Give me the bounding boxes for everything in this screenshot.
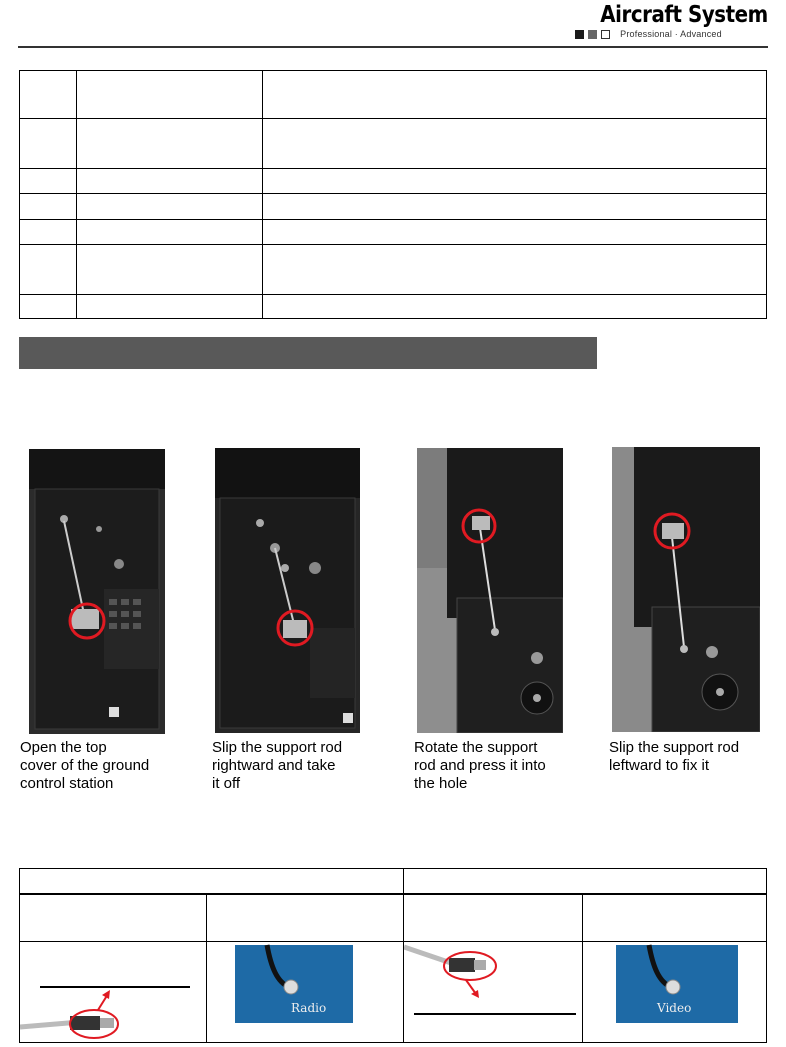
brand-logo	[573, 2, 768, 39]
section-heading-bar	[19, 337, 597, 369]
photo-open-cover	[29, 449, 165, 734]
header-divider	[18, 46, 768, 48]
photo-caption: Slip the support rod leftward to fix it	[609, 739, 740, 774]
photo-rotate-rod	[417, 448, 563, 733]
header-cell	[20, 869, 404, 894]
table-row	[20, 894, 767, 942]
connector-table	[19, 868, 767, 1043]
table-row	[20, 942, 767, 1043]
square-outline-icon	[601, 30, 610, 39]
brand-tagline: Professional · Advanced	[620, 29, 722, 39]
brand-title: Aircraft System	[600, 2, 768, 28]
table-row	[20, 295, 767, 319]
table-row	[20, 194, 767, 220]
radio-port-photo	[207, 942, 404, 1043]
table-row	[20, 245, 767, 295]
video-port-label: Video	[656, 1001, 691, 1015]
photo-caption: Rotate the support rod and press it into the hole	[414, 739, 546, 792]
table-row	[20, 71, 767, 119]
square-dark-icon	[575, 30, 584, 39]
square-gray-icon	[588, 30, 597, 39]
brand-subline	[575, 29, 768, 39]
photo-slip-rod-right	[215, 448, 360, 733]
photo-caption: Open the top cover of the ground control station	[20, 739, 150, 792]
table-row	[20, 220, 767, 245]
video-port-photo	[583, 942, 767, 1043]
photo-caption: Slip the support rod rightward and take it off	[212, 739, 343, 792]
table-row	[20, 169, 767, 194]
header-cell	[404, 869, 767, 894]
radio-port-label: Radio	[291, 1001, 327, 1015]
table-row	[20, 869, 767, 894]
spec-table	[19, 70, 767, 319]
photo-slip-rod-left	[612, 447, 760, 732]
video-cable-photo	[404, 942, 583, 1043]
table-row	[20, 119, 767, 169]
radio-cable-photo	[20, 942, 207, 1043]
